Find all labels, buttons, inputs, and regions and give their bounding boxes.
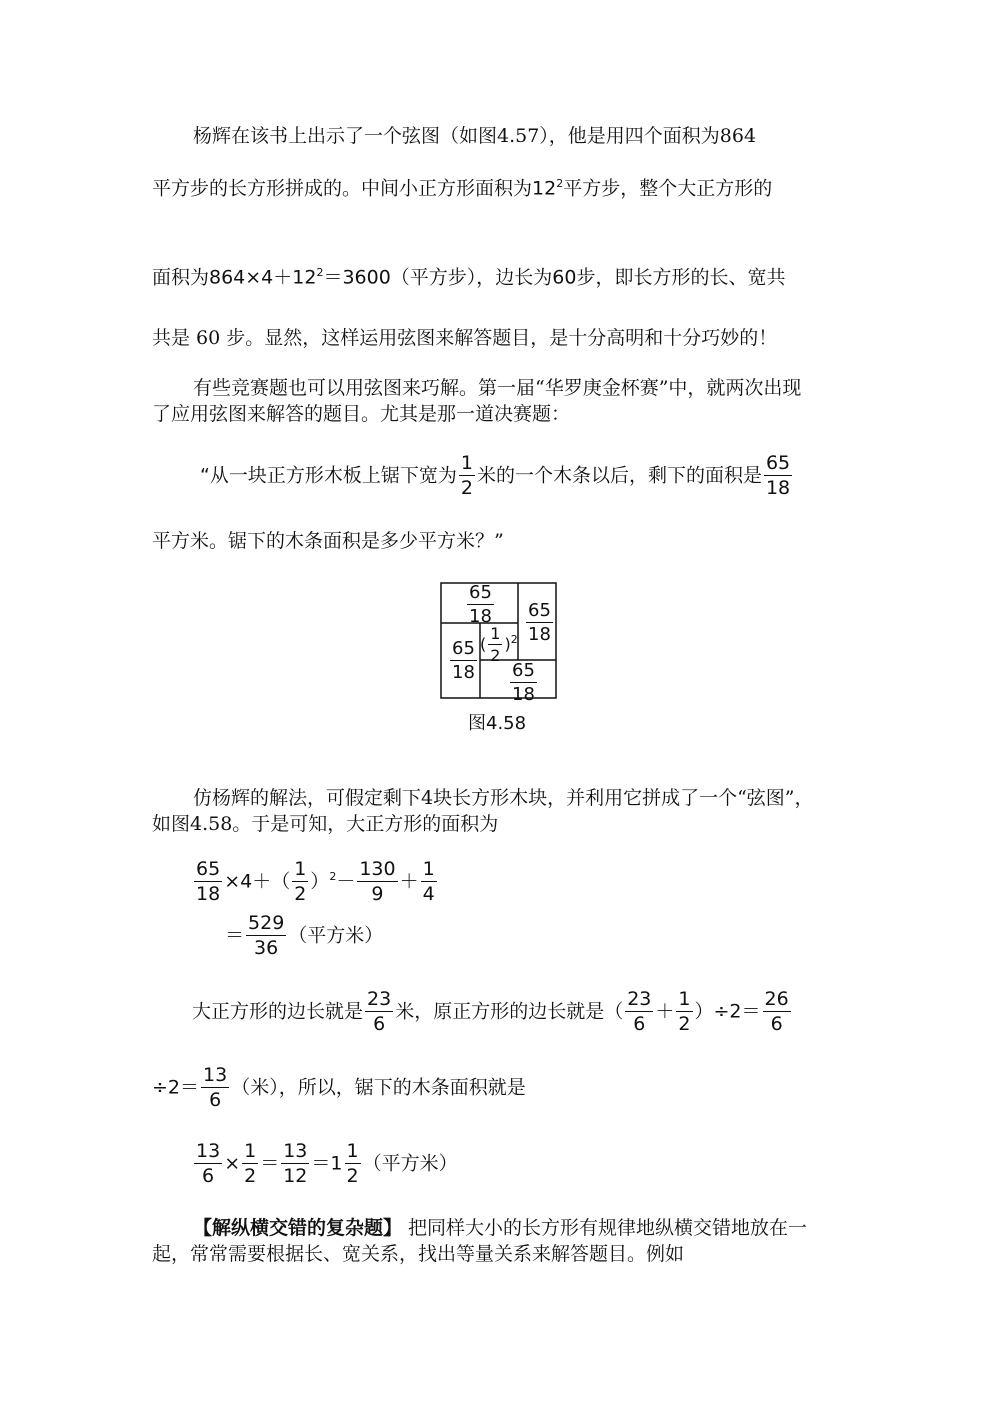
chord-diagram	[440, 582, 557, 705]
calc2-line2: ÷2＝ $\frac{13}{6}$ （米），所以，锯下的木条面积就是	[152, 1064, 526, 1111]
rect-label-top: $\frac{65}{18}$	[469, 582, 492, 627]
figure-caption: 图4.58	[468, 713, 527, 734]
calc2-line1: 大正方形的边长就是 $\frac{23}{6}$ 米，原正方形的边长就是（ $\frac{23}{6}$ ＋ $\frac{1}{2}$ ）÷2＝ $\frac{26}{6}$	[192, 988, 789, 1035]
rect-label-bottom: $\frac{65}{18}$	[512, 660, 535, 705]
para2-line2: 了应用弦图来解答的题目。尤其是那一道决赛题：	[152, 403, 571, 425]
para1-line4: 共是 60 步。显然，这样运用弦图来解答题目，是十分高明和十分巧妙的！	[152, 327, 778, 349]
para4-line2: 起，常常需要根据长、宽关系，找出等量关系来解答题目。例如	[152, 1243, 685, 1265]
fraction: $\frac{65}{18}$	[765, 452, 791, 499]
para1-line2: 平方步的长方形拼成的。中间小正方形面积为$12^2$平方步，整个大正方形的	[152, 177, 773, 200]
rect-label-left: $\frac{65}{18}$	[452, 638, 475, 683]
problem-line2: 平方米。锯下的木条面积是多少平方米？”	[152, 530, 504, 552]
para4-line1: 【解纵横交错的复杂题】 把同样大小的长方形有规律地纵横交错地放在一	[193, 1217, 808, 1239]
rect-label-right: $\frac{65}{18}$	[528, 600, 551, 645]
para1-line3: 面积为$864\times 4+12^2=3600$（平方步），边长为60步，即长方形的长、宽共	[152, 266, 786, 289]
para3-line2: 如图4.58。于是可知，大正方形的面积为	[152, 813, 499, 835]
problem-line1: “从一块正方形木板上锯下宽为 $\frac{1}{2}$ 米的一个木条以后，剩下的面积是 $\frac{65}{18}$	[200, 452, 791, 499]
para2-line1: 有些竞赛题也可以用弦图来巧解。第一届“华罗庚金杯赛”中，就两次出现	[193, 377, 802, 399]
para3-line1: 仿杨辉的解法，可假定剩下4块长方形木块，并利用它拼成了一个“弦图”，	[193, 787, 814, 809]
fraction: $\frac{1}{2}$	[460, 452, 473, 499]
calc1-line1: $\frac{65}{18}$ ×4＋（ $\frac{1}{2}$ ）$^2$－ $\frac{130}{9}$ ＋ $\frac{1}{4}$	[196, 858, 435, 905]
center-square-label: ( $\frac{1}{2}$ )$^2$	[480, 624, 518, 665]
para1-line1: 杨辉在该书上出示了一个弦图（如图4.57），他是用四个面积为864	[193, 125, 757, 147]
calc3-line: $\frac{13}{6}$ × $\frac{1}{2}$ ＝ $\frac{13}{12}$ ＝1 $\frac{1}{2}$ （平方米）	[196, 1140, 458, 1187]
section-heading: 【解纵横交错的复杂题】	[193, 1217, 403, 1239]
calc1-line2: ＝ $\frac{529}{36}$ （平方米）	[225, 912, 384, 959]
